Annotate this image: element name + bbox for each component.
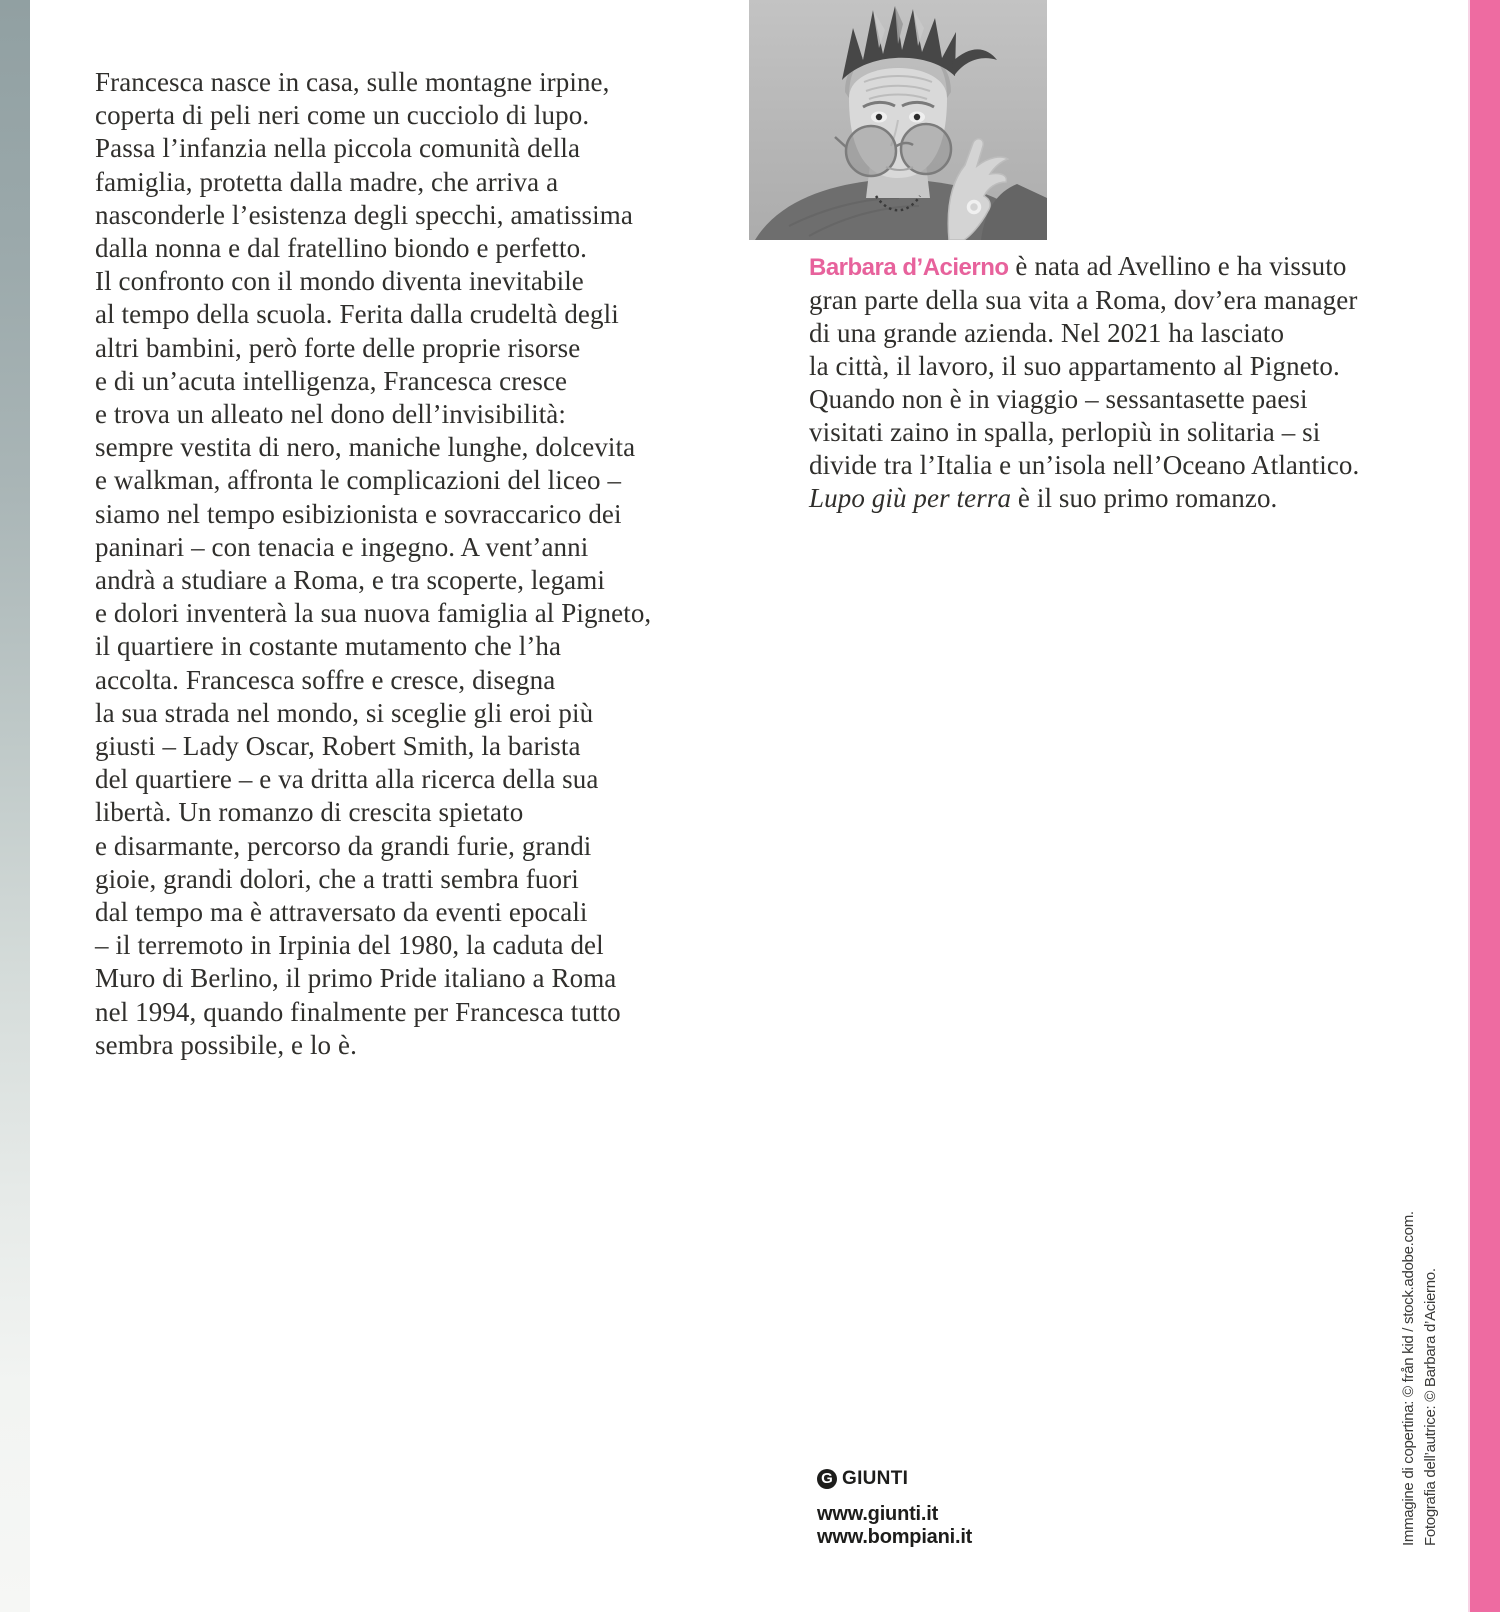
credits-rotated: [1398, 1164, 1442, 1546]
text-line: gran parte della sua vita a Roma, dov’era manager: [809, 285, 1358, 315]
book-title: Lupo giù per terra: [809, 483, 1012, 513]
text-line: libertà. Un romanzo di crescita spietato: [95, 797, 524, 828]
text-line: famiglia, protetta dalla madre, che arriva a: [95, 166, 559, 197]
author-photo-illustration: [749, 0, 1047, 240]
website-bompiani: www.bompiani.it: [817, 1525, 973, 1548]
text-line: la città, il lavoro, il suo appartamento al Pigneto.: [809, 351, 1340, 381]
text-line: dalla nonna e dal fratellino biondo e perfetto.: [95, 233, 588, 264]
bio-middle-lines: [809, 284, 1359, 482]
publisher-websites: [817, 1503, 972, 1548]
pink-edge-stripe: [1468, 0, 1500, 1612]
text-line: nasconderle l’esistenza degli specchi, amatissima: [95, 199, 633, 230]
author-bio: [809, 250, 1359, 515]
text-line: Fotografia dell’autrice: © Barbara d’Acierno.: [1422, 1268, 1439, 1546]
text-line: paninari – con tenacia e ingegno. A vent’anni: [95, 531, 589, 562]
bio-last-line-rest: è il suo primo romanzo.: [1011, 483, 1278, 513]
text-line: nel 1994, quando finalmente per Francesca tutto: [95, 996, 621, 1027]
text-line: al tempo della scuola. Ferita dalla crudeltà degli: [95, 299, 619, 330]
cover-art-edge-strip: [0, 0, 30, 1612]
text-line: altri bambini, però forte delle proprie risorse: [95, 332, 581, 363]
bio-line-1: [809, 250, 1359, 284]
text-line: sembra possibile, e lo è.: [95, 1029, 357, 1060]
publisher-block: [817, 1468, 908, 1490]
text-line: visitati zaino in spalla, perlopiù in solitaria – si: [809, 417, 1321, 447]
author-photo: [749, 0, 1047, 240]
text-line: del quartiere – e va dritta alla ricerca della sua: [95, 764, 599, 795]
giunti-logo-text: GIUNTI: [842, 1468, 909, 1489]
text-line: accolta. Francesca soffre e cresce, disegna: [95, 664, 556, 695]
text-line: Passa l’infanzia nella piccola comunità della: [95, 133, 581, 164]
text-line: e dolori inventerà la sua nuova famiglia al Pigneto,: [95, 598, 652, 629]
text-line: Immagine di copertina: © från kid / stock.adobe.com.: [1400, 1211, 1417, 1546]
text-line: divide tra l’Italia e un’isola nell’Oceano Atlantico.: [809, 450, 1360, 480]
text-line: e trova un alleato nel dono dell’invisibilità:: [95, 399, 566, 430]
text-line: e walkman, affronta le complicazioni del liceo –: [95, 465, 622, 496]
text-line: giusti – Lady Oscar, Robert Smith, la barista: [95, 731, 581, 762]
text-line: e di un’acuta intelligenza, Francesca cresce: [95, 365, 568, 396]
synopsis-text: [95, 66, 651, 1062]
text-line: di una grande azienda. Nel 2021 ha lasciato: [809, 318, 1285, 348]
text-line: andrà a studiare a Roma, e tra scoperte, legami: [95, 565, 605, 596]
text-line: e disarmante, percorso da grandi furie, grandi: [95, 830, 592, 861]
text-line: gioie, grandi dolori, che a tratti sembra fuori: [95, 863, 579, 894]
website-giunti: www.giunti.it: [817, 1503, 939, 1525]
bio-last-line: [809, 482, 1359, 515]
bio-line-1-rest: è nata ad Avellino e ha vissuto: [1008, 251, 1347, 281]
text-line: – il terremoto in Irpinia del 1980, la caduta del: [95, 930, 604, 961]
author-name: Barbara d’Acierno: [809, 254, 1009, 281]
text-line: sempre vestita di nero, maniche lunghe, dolcevita: [95, 432, 636, 463]
text-line: dal tempo ma è attraversato da eventi epocali: [95, 897, 588, 928]
text-line: Francesca nasce in casa, sulle montagne irpine,: [95, 67, 610, 97]
text-line: siamo nel tempo esibizionista e sovraccarico dei: [95, 498, 622, 529]
text-line: la sua strada nel mondo, si sceglie gli eroi più: [95, 697, 594, 728]
text-line: il quartiere in costante mutamento che l’ha: [95, 631, 562, 662]
text-line: Quando non è in viaggio – sessantasette paesi: [809, 384, 1308, 414]
text-line: Il confronto con il mondo diventa inevitabile: [95, 266, 584, 297]
giunti-logo: [817, 1468, 908, 1490]
text-line: coperta di peli neri come un cucciolo di lupo.: [95, 100, 590, 131]
giunti-logo-icon: G: [817, 1469, 837, 1489]
text-line: Muro di Berlino, il primo Pride italiano a Roma: [95, 963, 617, 994]
